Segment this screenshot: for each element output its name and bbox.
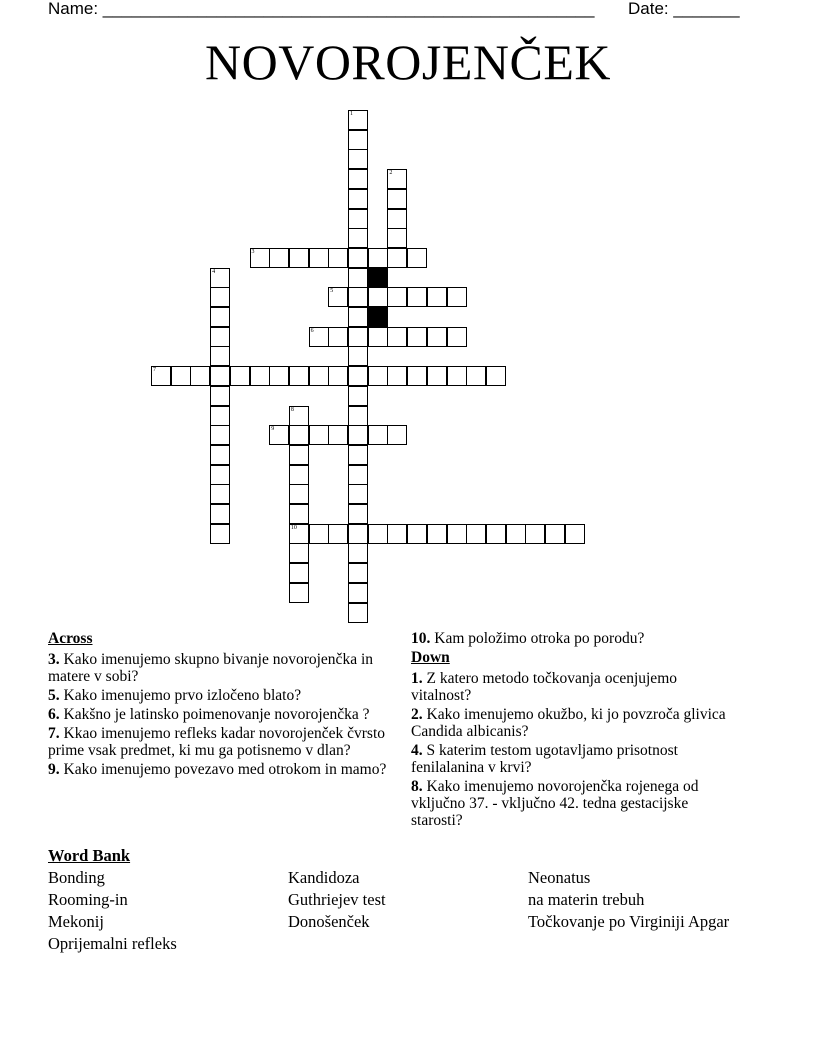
clue-number-label: 9 [271, 426, 275, 433]
crossword-cell[interactable] [289, 563, 309, 583]
crossword-cell[interactable] [328, 327, 348, 347]
crossword-cell[interactable] [210, 386, 230, 406]
clue-number: 10. [411, 630, 431, 647]
crossword-cell[interactable] [309, 248, 329, 268]
crossword-cell[interactable] [565, 524, 585, 544]
clue-number: 5. [48, 687, 60, 704]
clue-down-1 [411, 670, 741, 704]
crossword-cell[interactable] [387, 524, 407, 544]
clue-text: Kako imenujemo novorojenčka rojenega od vključno 37. - vključno 42. tedna gestacijske starosti? [411, 778, 699, 829]
clue-text: Kam položimo otroka po porodu? [434, 630, 645, 647]
crossword-cell[interactable] [427, 287, 447, 307]
clue-text: Kako imenujemo skupno bivanje novorojenčka in matere v sobi? [48, 651, 374, 685]
crossword-cell[interactable] [407, 248, 427, 268]
clue-down-4 [411, 742, 741, 776]
clue-number-label: 2 [389, 170, 393, 177]
crossword-cell[interactable] [328, 425, 348, 445]
clue-across-5 [48, 687, 393, 704]
crossword-cell[interactable] [309, 366, 329, 386]
crossword-cell[interactable] [210, 366, 230, 386]
clue-text: Kako imenujemo povezavo med otrokom in mamo? [63, 761, 387, 778]
crossword-cell[interactable] [368, 327, 388, 347]
clues-left-column [48, 630, 393, 780]
crossword-cell[interactable] [328, 248, 348, 268]
clue-down-2 [411, 706, 741, 740]
crossword-cell[interactable] [269, 366, 289, 386]
crossword-cell[interactable] [210, 425, 230, 445]
crossword-cell[interactable] [210, 445, 230, 465]
clue-across-9 [48, 761, 393, 778]
crossword-cell[interactable] [387, 287, 407, 307]
crossword-cell[interactable] [407, 287, 427, 307]
clue-number: 8. [411, 778, 423, 795]
crossword-cell[interactable] [348, 543, 368, 563]
crossword-cell[interactable] [545, 524, 565, 544]
crossword-cell[interactable] [348, 563, 368, 583]
crossword-cell[interactable] [309, 524, 329, 544]
crossword-cell[interactable] [328, 524, 348, 544]
crossword-cell[interactable] [210, 484, 230, 504]
crossword-cell[interactable] [210, 504, 230, 524]
clue-number-label: 1 [350, 111, 353, 117]
crossword-cell[interactable] [387, 425, 407, 445]
word-bank-list [48, 868, 768, 953]
clue-number: 7. [48, 725, 60, 742]
word-bank-item: Donošenček [288, 912, 370, 931]
clue-text: Kako imenujemo prvo izločeno blato? [63, 687, 302, 704]
word-bank-item: na materin trebuh [528, 890, 645, 909]
clue-text: Z katero metodo točkovanja ocenjujemo vitalnost? [411, 670, 677, 704]
word-bank-item: Kandidoza [288, 868, 360, 887]
crossword-cell[interactable] [466, 366, 486, 386]
clue-number-label: 3 [251, 248, 255, 255]
crossword-cell[interactable] [250, 366, 270, 386]
clues-right-column [411, 630, 741, 831]
crossword-cell[interactable] [407, 524, 427, 544]
crossword-cell[interactable] [407, 327, 427, 347]
crossword-cell[interactable] [348, 307, 368, 327]
crossword-cell[interactable] [289, 248, 309, 268]
crossword-cell[interactable] [525, 524, 545, 544]
crossword-cell[interactable] [289, 366, 309, 386]
clue-number: 2. [411, 706, 423, 723]
crossword-cell[interactable] [387, 209, 407, 229]
word-bank-item: Oprijemalni refleks [48, 934, 177, 953]
crossword-cell[interactable] [486, 366, 506, 386]
crossword-cell[interactable] [348, 149, 368, 169]
word-bank-heading: Word Bank [48, 846, 131, 865]
crossword-cell[interactable] [269, 425, 289, 445]
clue-number-label: 8 [290, 406, 294, 413]
clue-across-3 [48, 651, 393, 685]
crossword-cell[interactable] [368, 366, 388, 386]
word-bank-item: Mekonij [48, 912, 104, 931]
crossword-cell[interactable] [348, 366, 368, 386]
crossword-cell[interactable] [289, 465, 309, 485]
across-heading: Across [48, 630, 93, 647]
crossword-cell[interactable] [407, 366, 427, 386]
crossword-cell[interactable] [486, 524, 506, 544]
crossword-cell[interactable] [348, 465, 368, 485]
clue-down-8 [411, 778, 741, 829]
crossword-cell[interactable] [289, 425, 309, 445]
clue-text: Kako imenujemo okužbo, ki jo povzroča glivica Candida albicanis? [411, 706, 726, 740]
crossword-cell[interactable] [210, 465, 230, 485]
crossword-cell[interactable] [269, 248, 289, 268]
crossword-cell[interactable] [447, 327, 467, 347]
crossword-cell[interactable] [368, 248, 388, 268]
date-field-label[interactable]: Date: _______ [628, 0, 740, 18]
crossword-cell[interactable] [348, 327, 368, 347]
clue-number: 9. [48, 761, 60, 778]
crossword-cell[interactable] [309, 327, 329, 347]
word-bank-item: Rooming-in [48, 890, 128, 909]
page-title: NOVOROJENČEK [205, 34, 611, 90]
crossword-cell[interactable] [348, 248, 368, 268]
crossword-cell[interactable] [348, 406, 368, 426]
crossword-cell[interactable] [427, 524, 447, 544]
crossword-cell[interactable] [348, 346, 368, 366]
clue-number-label: 6 [310, 327, 314, 334]
clue-number: 3. [48, 651, 60, 668]
crossword-cell[interactable] [447, 287, 467, 307]
crossword-cell[interactable] [328, 287, 348, 307]
crossword-cell[interactable] [190, 366, 210, 386]
clue-number-label: 10 [290, 524, 297, 531]
clue-across-6 [48, 706, 393, 723]
crossword-cell[interactable] [348, 425, 368, 445]
blocked-cell [368, 268, 388, 288]
crossword-cell[interactable] [250, 248, 270, 268]
crossword-cell[interactable] [210, 524, 230, 544]
clue-number: 1. [411, 670, 423, 687]
crossword-cell[interactable] [368, 287, 388, 307]
clue-text: S katerim testom ugotavljamo prisotnost fenilalanina v krvi? [411, 742, 678, 776]
crossword-cell[interactable] [328, 366, 348, 386]
crossword-cell[interactable] [387, 228, 407, 248]
crossword-cell[interactable] [466, 524, 486, 544]
crossword-cell[interactable] [348, 268, 368, 288]
crossword-cell[interactable] [210, 307, 230, 327]
crossword-cell[interactable] [368, 425, 388, 445]
crossword-cell[interactable] [289, 504, 309, 524]
blocked-cell [368, 307, 388, 327]
crossword-cell[interactable] [151, 366, 171, 386]
crossword-cell[interactable] [210, 346, 230, 366]
crossword-cell[interactable] [230, 366, 250, 386]
crossword-cell[interactable] [210, 268, 230, 288]
crossword-cell[interactable] [348, 287, 368, 307]
clue-text: Kkao imenujemo refleks kadar novorojenček čvrsto prime vsak predmet, ki mu ga potisnemo v dlan? [48, 725, 386, 759]
clue-number: 6. [48, 706, 60, 723]
crossword-cell[interactable] [387, 366, 407, 386]
down-heading: Down [411, 649, 450, 666]
crossword-cell[interactable] [387, 169, 407, 189]
crossword-cell[interactable] [289, 524, 309, 544]
crossword-cell[interactable] [348, 110, 368, 130]
crossword-cell[interactable] [348, 130, 368, 150]
crossword-cell[interactable] [348, 228, 368, 248]
crossword-cell[interactable] [210, 327, 230, 347]
crossword-cell[interactable] [348, 189, 368, 209]
crossword-cell[interactable] [427, 366, 447, 386]
crossword-cell[interactable] [447, 366, 467, 386]
clue-number: 4. [411, 742, 423, 759]
crossword-cell[interactable] [348, 386, 368, 406]
crossword-cell[interactable] [309, 425, 329, 445]
crossword-cell[interactable] [348, 169, 368, 189]
crossword-cell[interactable] [171, 366, 191, 386]
word-bank-item: Točkovanje po Virginiji Apgar [528, 912, 730, 931]
crossword-cell[interactable] [348, 603, 368, 623]
name-field-label[interactable]: Name: ____________________________________________________ [48, 0, 595, 18]
crossword-cell[interactable] [289, 406, 309, 426]
crossword-cell[interactable] [210, 287, 230, 307]
word-bank-item: Bonding [48, 868, 105, 887]
clue-across-7 [48, 725, 393, 759]
clue-number-label: 5 [330, 288, 334, 295]
crossword-cell[interactable] [348, 484, 368, 504]
crossword-cell[interactable] [210, 406, 230, 426]
crossword-cell[interactable] [387, 327, 407, 347]
crossword-cell[interactable] [289, 583, 309, 603]
word-bank [48, 846, 768, 953]
crossword-cell[interactable] [348, 209, 368, 229]
crossword-cell[interactable] [289, 543, 309, 563]
crossword-cell[interactable] [368, 524, 388, 544]
crossword-cell[interactable] [348, 445, 368, 465]
crossword-cell[interactable] [289, 484, 309, 504]
crossword-cell[interactable] [348, 524, 368, 544]
crossword-cell[interactable] [506, 524, 526, 544]
word-bank-item: Guthriejev test [288, 890, 386, 909]
clue-number-label: 7 [153, 367, 156, 374]
clue-across-10 [411, 630, 741, 647]
crossword-cell[interactable] [387, 248, 407, 268]
clue-text: Kakšno je latinsko poimenovanje novorojenčka ? [63, 706, 370, 723]
crossword-cell[interactable] [427, 327, 447, 347]
crossword-cell[interactable] [447, 524, 467, 544]
word-bank-item: Neonatus [528, 868, 591, 887]
crossword-cell[interactable] [348, 583, 368, 603]
clue-number-label: 4 [212, 268, 216, 275]
crossword-cell[interactable] [387, 189, 407, 209]
crossword-cell[interactable] [289, 445, 309, 465]
crossword-cell[interactable] [348, 504, 368, 524]
